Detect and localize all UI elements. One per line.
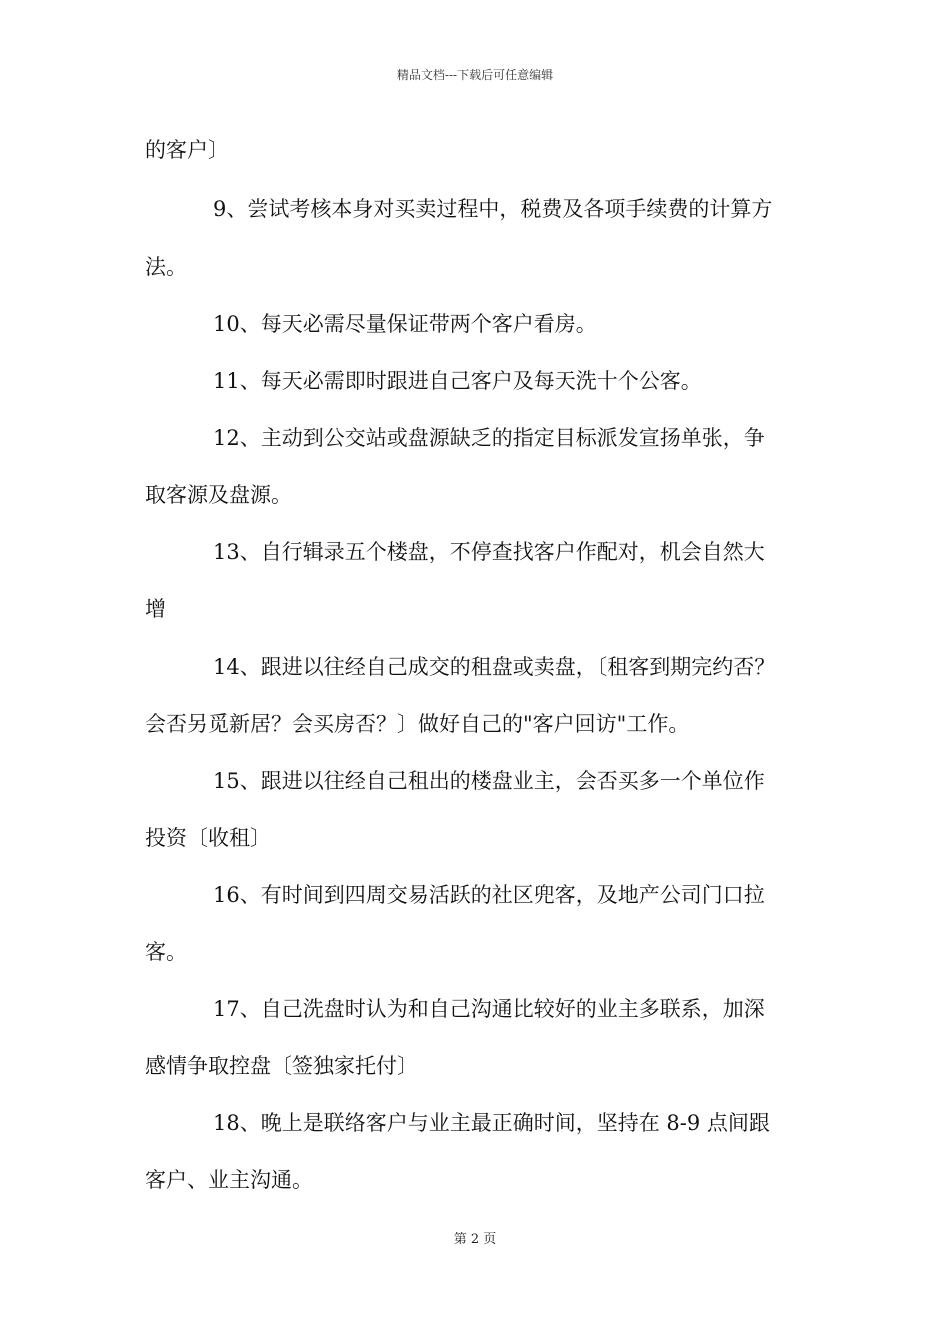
paragraph-line: 法。 [145,255,187,279]
paragraph-line: 客。 [145,940,187,964]
paragraph-line: 15、跟进以往经自己租出的楼盘业主，会否买多一个单位作 [213,769,765,793]
page-header: 精品文档---下载后可任意编辑 [396,68,554,82]
paragraph-line: 取客源及盘源。 [145,483,292,507]
paragraph-line: 16、有时间到四周交易活跃的社区兜客，及地产公司门口拉 [213,883,765,907]
paragraph-line: 17、自己洗盘时认为和自己沟通比较好的业主多联系，加深 [213,997,765,1021]
paragraph-line: 12、主动到公交站或盘源缺乏的指定目标派发宣扬单张，争 [213,426,765,450]
paragraph-line: 客户、业主沟通。 [145,1168,313,1192]
paragraph-line: 感情争取控盘〔签独家托付〕 [145,1054,418,1078]
paragraph-line: 投资〔收租〕 [145,826,271,850]
paragraph-line: 11、每天必需即时跟进自己客户及每天洗十个公客。 [213,369,702,393]
paragraph-line: 13、自行辑录五个楼盘，不停查找客户作配对，机会自然大 [213,540,765,564]
paragraph-line: 增 [145,597,166,621]
paragraph-line: 的客户〕 [145,138,229,162]
page-number: 第 2 页 [453,1232,497,1247]
paragraph-line: 14、跟进以往经自己成交的租盘或卖盘，〔租客到期完约否？ [213,655,776,679]
paragraph-line: 9、尝试考核本身对买卖过程中，税费及各项手续费的计算方 [213,197,773,221]
paragraph-line: 会否另觅新居？会买房否？〕做好自己的"客户回访"工作。 [145,712,690,736]
paragraph-line: 10、每天必需尽量保证带两个客户看房。 [213,312,597,336]
paragraph-line: 18、晚上是联络客户与业主最正确时间，坚持在 8-9 点间跟 [213,1111,770,1135]
